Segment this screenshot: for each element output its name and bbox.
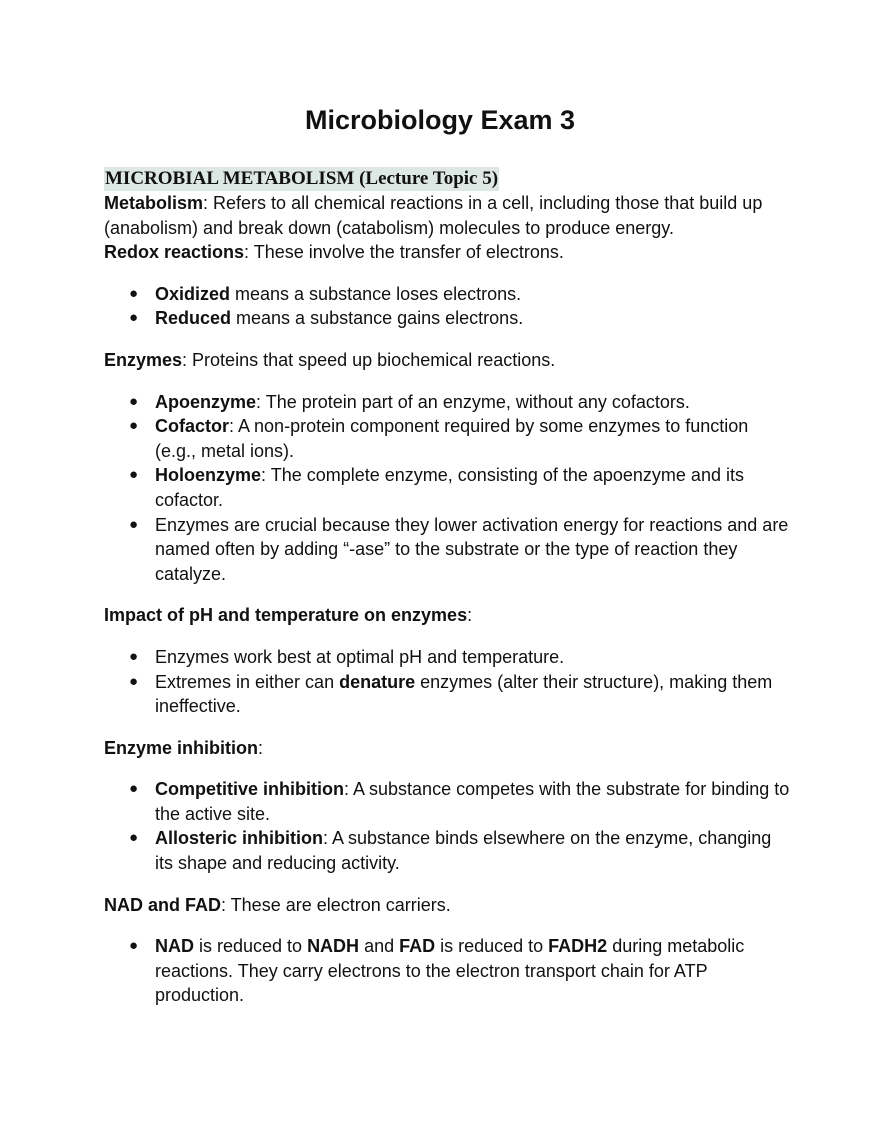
term: NAD (155, 936, 194, 957)
item-text: enzymes (alter their structure), making them ineffective. (155, 671, 773, 717)
list-item (129, 934, 794, 1008)
item-text: : A substance binds elsewhere on the enzyme, changing its shape and reducing activity. (155, 828, 772, 874)
redox-list (104, 282, 794, 331)
bullet-icon: ● (129, 284, 139, 302)
ph-temperature-heading (104, 603, 794, 628)
inhibition-heading (104, 736, 794, 761)
term: Apoenzyme (155, 391, 257, 412)
inhibition-list (104, 777, 794, 875)
item-text: and (359, 936, 400, 957)
item-text: : The complete enzyme, consisting of the apoenzyme and its cofactor. (155, 465, 744, 510)
term: Competitive inhibition (155, 779, 344, 800)
list-item (129, 414, 794, 463)
term: FADH2 (548, 936, 608, 957)
item-text: Extremes in either can (155, 671, 340, 692)
bullet-icon: ● (129, 417, 139, 435)
list-item (129, 513, 794, 587)
list-item (129, 826, 794, 875)
ph-temperature-list (104, 645, 794, 719)
item-text: means a substance loses electrons. (230, 283, 522, 304)
term: Impact of pH and temperature on enzymes (104, 605, 468, 626)
list-item (129, 463, 794, 512)
definition-text: : (467, 605, 473, 626)
list-item (129, 670, 794, 719)
item-text: Enzymes work best at optimal pH and temperature. (155, 646, 565, 667)
list-item (129, 645, 794, 670)
term: NADH (307, 936, 360, 957)
nad-fad-definition (104, 893, 794, 918)
term: Metabolism (104, 193, 204, 213)
bullet-icon: ● (129, 515, 139, 533)
item-text: means a substance gains electrons. (231, 308, 524, 329)
enzymes-definition (104, 348, 794, 373)
bullet-icon: ● (129, 780, 139, 798)
item-text: Enzymes are crucial because they lower activation energy for reactions and are named often by adding “-ase” to the substrate or the type of reaction they catalyze. (155, 514, 789, 584)
term: Allosteric inhibition (155, 828, 324, 849)
document-title: Microbiology Exam 3 (304, 105, 576, 135)
term: Enzyme inhibition (104, 737, 259, 758)
term: Cofactor (155, 416, 230, 437)
term: Enzymes (104, 349, 183, 370)
bullet-icon: ● (129, 937, 139, 955)
definition-text: : These involve the transfer of electrons. (244, 242, 564, 263)
definition-text: : Refers to all chemical reactions in a cell, including those that build up (anabolism) and break down (catabolism) molecules to produce energy. (104, 193, 763, 238)
bullet-icon: ● (129, 309, 139, 327)
section-heading: MICROBIAL METABOLISM (Lecture Topic 5) (105, 168, 499, 189)
item-text: : The protein part of an enzyme, without any cofactors. (256, 391, 690, 412)
enzymes-list (104, 390, 794, 587)
term: denature (339, 671, 416, 692)
item-text: during metabolic reactions. They carry electrons to the electron transport chain for ATP production. (155, 936, 745, 1006)
bullet-icon: ● (129, 672, 139, 690)
term: Reduced (155, 308, 232, 329)
list-item (129, 777, 794, 826)
term: FAD (399, 936, 436, 957)
item-text: : A substance competes with the substrate for binding to the active site. (155, 779, 790, 824)
term: Holoenzyme (155, 465, 262, 486)
definition-text: : Proteins that speed up biochemical reactions. (182, 349, 556, 370)
term: NAD and FAD (104, 894, 221, 915)
item-text: is reduced to (435, 936, 549, 957)
list-item (129, 282, 794, 307)
term: Oxidized (155, 283, 231, 304)
bullet-icon: ● (129, 829, 139, 847)
definition-text: : These are electron carriers. (221, 894, 451, 915)
term: Redox reactions (104, 242, 245, 263)
bullet-icon: ● (129, 466, 139, 484)
document-body (104, 166, 794, 1008)
redox-definition (104, 240, 794, 265)
list-item (129, 306, 794, 331)
bullet-icon: ● (129, 392, 139, 410)
definition-text: : (258, 737, 264, 758)
item-text: is reduced to (194, 936, 308, 957)
nad-fad-list (104, 934, 794, 1008)
bullet-icon: ● (129, 647, 139, 665)
list-item (129, 390, 794, 415)
item-text: : A non-protein component required by some enzymes to function (e.g., metal ions). (155, 416, 749, 461)
metabolism-definition (104, 191, 794, 240)
